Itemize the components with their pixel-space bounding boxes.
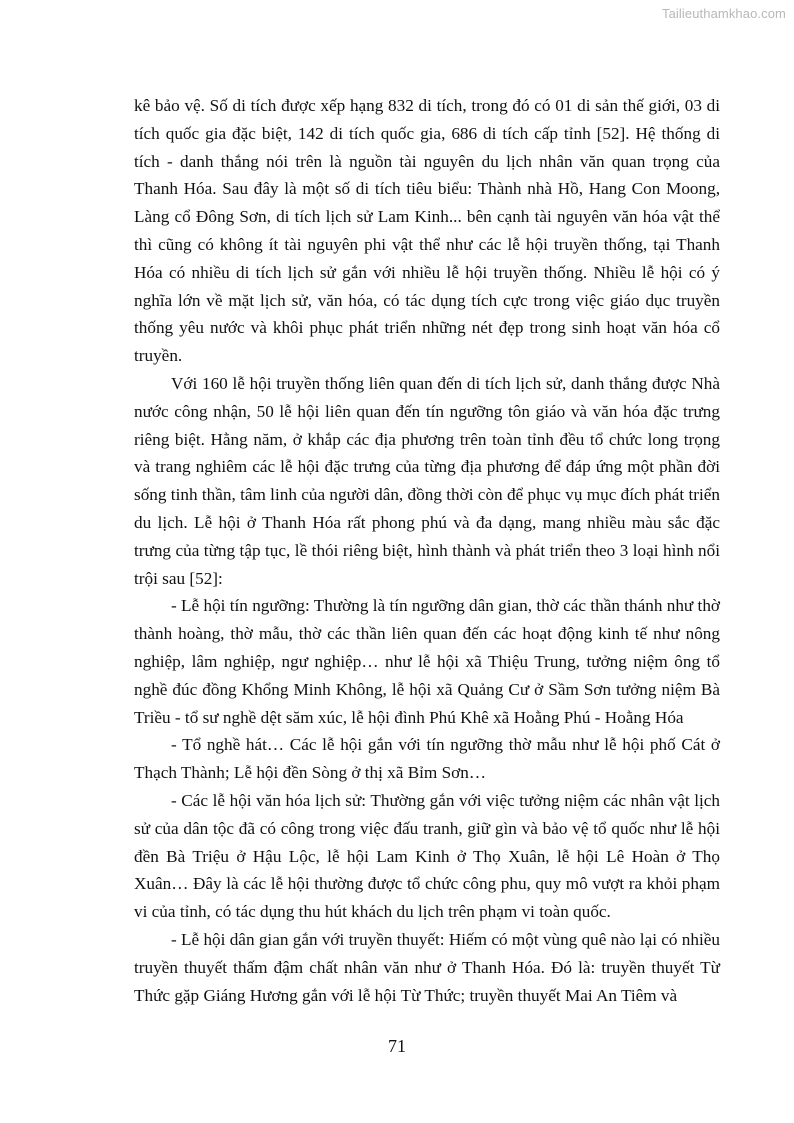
paragraph-festivals-intro: Với 160 lễ hội truyền thống liên quan đến di tích lịch sử, danh thắng được Nhà nước công nhận, 50 lễ hội liên quan đến tín ngưỡng tôn giáo và văn hóa đặc trưng riêng biệt. Hằng năm, ở khắp các địa phương trên toàn tỉnh đều tổ chức long trọng và trang nghiêm các lễ hội đặc trưng của từng địa phương để đáp ứng một phần đời sống tinh thần, tâm linh của người dân, đồng thời còn để phục vụ mục đích phát triển du lịch. Lễ hội ở Thanh Hóa rất phong phú và đa dạng, mang nhiều màu sắc đặc trưng của từng tập tục, lề thói riêng biệt, hình thành và phát triển theo 3 loại hình nổi trội sau [52]:: [134, 373, 720, 588]
watermark-text: Tailieuthamkhao.com: [661, 6, 786, 21]
paragraph-continuation: kê bảo vệ. Số di tích được xếp hạng 832 di tích, trong đó có 01 di sản thế giới, 03 di tích quốc gia đặc biệt, 142 di tích quốc gia, 686 di tích cấp tỉnh [52]. Hệ thống di tích - danh thắng nói trên là nguồn tài nguyên du lịch nhân văn quan trọng của Thanh Hóa. Sau đây là một số di tích tiêu biểu: Thành nhà Hồ, Hang Con Moong, Làng cổ Đông Sơn, di tích lịch sử Lam Kinh... bên cạnh tài nguyên văn hóa vật thể thì cũng có không ít tài nguyên phi vật thể như các lễ hội truyền thống, tại Thanh Hóa có nhiều di tích lịch sử gắn với nhiều lễ hội truyền thống. Nhiều lễ hội có ý nghĩa lớn về mặt lịch sử, văn hóa, có tác dụng tích cực trong việc giáo dục truyền thống yêu nước và khôi phục phát triển những nét đẹp trong sinh hoạt văn hóa cổ truyền.: [134, 96, 720, 366]
page-number: 71: [388, 1036, 406, 1056]
paragraph-singing-ancestors: - Tổ nghề hát… Các lễ hội gắn với tín ngưỡng thờ mẫu như lễ hội phố Cát ở Thạch Thành; Lễ hội đền Sòng ở thị xã Bỉm Sơn…: [134, 735, 720, 783]
paragraph-folk-legend-festivals: - Lễ hội dân gian gắn với truyền thuyết: Hiếm có một vùng quê nào lại có nhiều truyền thuyết thấm đậm chất nhân văn như ở Thanh Hóa. Đó là: truyền thuyết Từ Thức gặp Giáng Hương gắn với lễ hội Từ Thức; truyền thuyết Mai An Tiêm và: [134, 929, 720, 1005]
paragraph-historical-festivals: - Các lễ hội văn hóa lịch sử: Thường gắn với việc tưởng niệm các nhân vật lịch sử của dân tộc đã có công trong việc đấu tranh, giữ gìn và bảo vệ tổ quốc như lễ hội đền Bà Triệu ở Hậu Lộc, lễ hội Lam Kinh ở Thọ Xuân, lễ hội Lê Hoàn ở Thọ Xuân… Đây là các lễ hội thường được tổ chức công phu, quy mô vượt ra khỏi phạm vi của tỉnh, có tác dụng thu hút khách du lịch trên phạm vi toàn quốc.: [134, 790, 720, 922]
paragraph-belief-festivals: - Lễ hội tín ngưỡng: Thường là tín ngưỡng dân gian, thờ các thần thánh như thờ thành hoàng, thờ mẫu, thờ các thần liên quan đến các hoạt động kinh tế như nông nghiệp, lâm nghiệp, ngư nghiệp… như lễ hội xã Thiệu Trung, tưởng niệm ông tổ nghề đúc đồng Khổng Minh Không, lễ hội xã Quảng Cư ở Sầm Sơn tưởng niệm Bà Triều - tổ sư nghề dệt săm xúc, lễ hội đình Phú Khê xã Hoằng Phú - Hoằng Hóa: [134, 596, 720, 727]
page-body: [134, 92, 720, 1009]
